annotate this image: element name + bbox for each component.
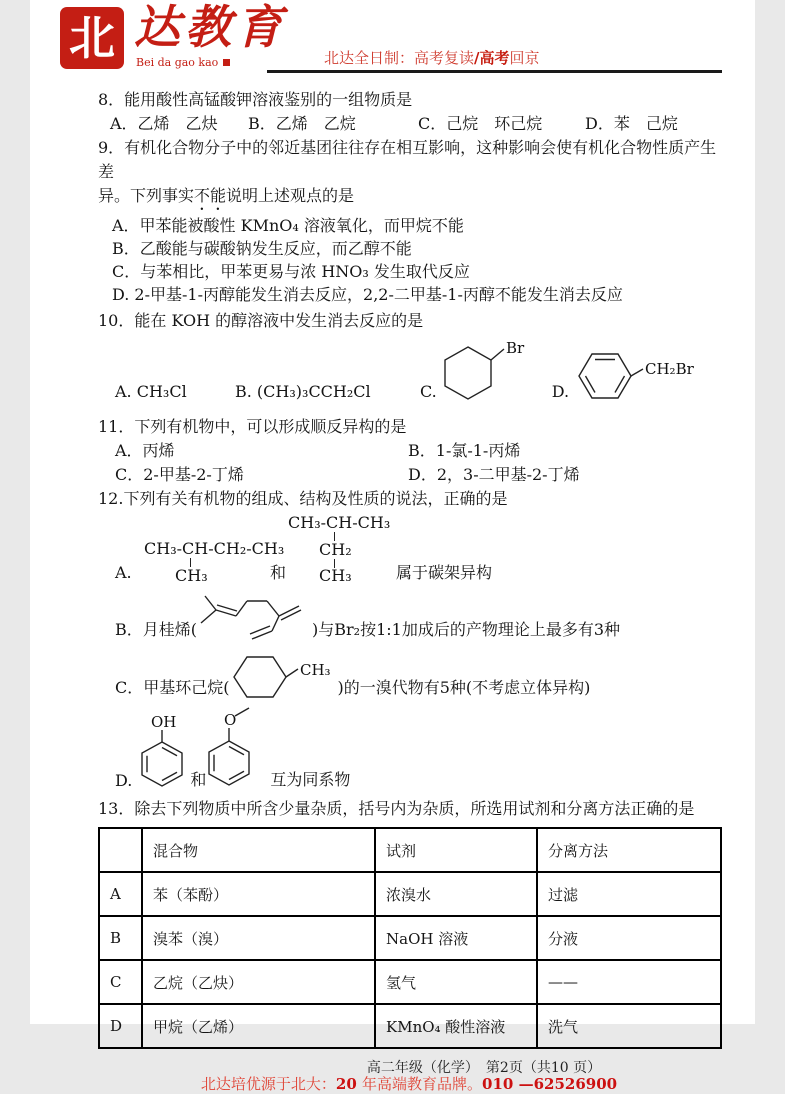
q10-stem: 10．能在 KOH 的醇溶液中发生消去反应的是 (98, 311, 424, 330)
q13-row-c-mixture: 乙烷（乙炔） (142, 960, 375, 1004)
q12-a-struct2-chain: CH₃-CH-CH₃ (288, 513, 391, 532)
q12-a-struct1-methyl: CH₃ (175, 566, 208, 585)
q10-d-ch2br-label: CH₂Br (645, 360, 694, 378)
phenol-oh-label: OH (151, 713, 177, 731)
q12-d-suffix: 互为同系物 (270, 770, 351, 789)
q12-a-struct2-ch3: CH₃ (319, 566, 352, 585)
q13-row-c-method: —— (537, 960, 721, 1004)
q13-table-row-c (99, 960, 721, 1004)
q13-row-b-id: B (99, 916, 142, 960)
q12-option-a (98, 513, 720, 589)
q13-row-a-id: A (99, 872, 142, 916)
q11-options-row1 (98, 439, 720, 463)
q10-options (98, 335, 720, 415)
q12-a-label: A. (115, 563, 132, 582)
q12-a-conjunction: 和 (270, 563, 287, 582)
q11-option-a: A．丙烯 (115, 441, 175, 460)
header-slogan (324, 47, 540, 68)
q11-option-b: B．1-氯-1-丙烯 (408, 441, 521, 460)
q13-header-blank (99, 828, 142, 872)
q13-row-d-mixture: 甲烷（乙烯） (142, 1004, 375, 1048)
q9-option-a: A．甲苯能被酸性 KMnO₄ 溶液氧化，而甲烷不能 (112, 216, 464, 235)
q9-option-c: C．与苯相比，甲苯更易与浓 HNO₃ 发生取代反应 (112, 262, 470, 281)
q13-row-a-reagent: 浓溴水 (375, 872, 537, 916)
q8-option-b: B．乙烯 乙烷 (248, 114, 356, 133)
brand-title: 达教育 (134, 0, 287, 54)
q9-stem-line2-post: 说明上述观点的是 (226, 186, 355, 205)
q11-option-c: C．2-甲基-2-丁烯 (115, 465, 244, 484)
q10-c-br-label: Br (505, 339, 524, 357)
q12-b-prefix: B．月桂烯( (115, 620, 198, 639)
q9-option-b: B．乙酸能与碳酸钠发生反应，而乙醇不能 (112, 239, 412, 258)
q13-header-mixture: 混合物 (142, 828, 375, 872)
q12-c-prefix: C．甲基环己烷( (115, 678, 230, 697)
phenol-structure (138, 715, 190, 795)
q9-stem-line2 (98, 184, 720, 214)
myrcene-structure (197, 593, 312, 645)
q12-d-label: D. (115, 771, 133, 790)
q8-option-d: D．苯 己烷 (585, 114, 678, 133)
q8-option-a: A．乙烯 乙炔 (110, 114, 218, 133)
q13-row-c-id: C (99, 960, 142, 1004)
q12-a-suffix: 属于碳架异构 (396, 563, 493, 582)
exam-content (30, 88, 755, 1094)
q8-stem: 8．能用酸性高锰酸钾溶液鉴别的一组物质是 (98, 90, 413, 109)
exam-page (30, 0, 755, 1093)
footer-red-prefix: 北达培优源于北大： (200, 1075, 336, 1093)
seal-character: 北 (69, 11, 115, 65)
methylcyclohexane-structure (230, 649, 338, 703)
q9-option-d: D. 2-甲基-1-丙醇能发生消去反应，2,2-二甲基-1-丙醇不能发生消去反应 (112, 285, 623, 304)
q10-option-b: B. (CH₃)₃CCH₂Cl (235, 382, 371, 401)
page-header (30, 0, 755, 86)
q9-stem-line1: 9．有机化合物分子中的邻近基团往往存在相互影响，这种影响会使有机化合物性质产生差 (98, 138, 717, 181)
q13-row-a-method: 过滤 (537, 872, 721, 916)
q12-option-b (98, 593, 720, 645)
slogan-bold: /高考 (474, 49, 510, 67)
header-divider (267, 70, 722, 73)
q13-table-row-d (99, 1004, 721, 1048)
q13-row-b-method: 分液 (537, 916, 721, 960)
anisole-o-label: O (224, 711, 237, 729)
anisole-structure (206, 707, 270, 795)
q13-row-d-reagent: KMnO₄ 酸性溶液 (375, 1004, 537, 1048)
q8-options (98, 112, 720, 136)
q12-c-suffix: )的一溴代物有5种(不考虑立体异构) (337, 678, 591, 697)
benzyl-bromide-structure (573, 341, 703, 411)
q10-option-c-label: C. (420, 382, 437, 401)
q13-row-b-reagent: NaOH 溶液 (375, 916, 537, 960)
q9-stem-line2-pre: 异。下列事实 (98, 186, 195, 205)
q12-a-struct2-ch2: CH₂ (319, 540, 352, 559)
q13-table-row-a (99, 872, 721, 916)
q11-stem: 11．下列有机物中，可以形成顺反异构的是 (98, 417, 407, 436)
beida-seal-logo-icon (60, 7, 124, 69)
q12-c-methyl-label: CH₃ (299, 661, 331, 679)
q13-row-b-mixture: 溴苯（溴） (142, 916, 375, 960)
q9-stem-emphasis: 不能 (194, 186, 227, 205)
footer-red-phone: 010 —62526900 (482, 1075, 618, 1093)
q13-header-reagent: 试剂 (375, 828, 537, 872)
footer-red-mid: 年高端教育品牌。 (362, 1075, 483, 1093)
brand-tagline (136, 56, 230, 69)
q13-header-method: 分离方法 (537, 828, 721, 872)
q12-stem: 12.下列有关有机物的组成、结构及性质的说法，正确的是 (98, 489, 508, 508)
q13-table (98, 827, 722, 1049)
slogan-suffix: 回京 (509, 49, 540, 67)
slogan-prefix: 北达全日制：高考复读 (324, 49, 475, 67)
q13-table-row-b (99, 916, 721, 960)
footer-page-info: 高二年级（化学） 第2页（共10 页） (366, 1060, 602, 1076)
q12-b-suffix: )与Br₂按1:1加成后的产物理论上最多有3种 (312, 620, 621, 639)
footer-red-bold1: 20 (335, 1075, 363, 1093)
q13-row-c-reagent: 氢气 (375, 960, 537, 1004)
red-square-icon (223, 59, 230, 66)
q11-option-d: D．2，3-二甲基-2-丁烯 (408, 465, 580, 484)
q11-options-row2 (98, 463, 720, 487)
q13-row-a-mixture: 苯（苯酚） (142, 872, 375, 916)
q8-option-c: C．己烷 环己烷 (418, 114, 543, 133)
q13-row-d-method: 洗气 (537, 1004, 721, 1048)
q10-option-d-label: D. (551, 382, 570, 401)
q12-option-d (98, 707, 720, 795)
bromocyclohexane-structure (441, 335, 536, 415)
q12-option-c (98, 649, 720, 703)
q13-row-d-id: D (99, 1004, 142, 1048)
q12-a-struct1-chain: CH₃-CH-CH₂-CH₃ (144, 539, 285, 558)
q10-option-a: A. CH₃Cl (115, 382, 187, 401)
q13-stem: 13．除去下列物质中所含少量杂质，括号内为杂质，所选用试剂和分离方法正确的是 (98, 799, 695, 818)
q12-d-conjunction: 和 (190, 770, 207, 789)
q13-table-header-row (99, 828, 721, 872)
brand-tagline-text: Bei da gao kao (136, 56, 219, 69)
